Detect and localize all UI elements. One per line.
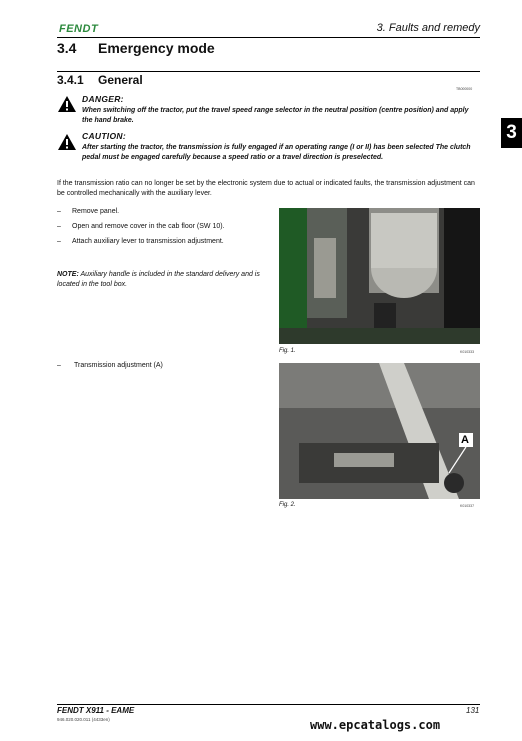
figure-2-caption: Fig. 2. [279, 502, 296, 508]
heading2-title: General [98, 73, 143, 87]
figure-1-photo [279, 208, 480, 344]
figure-1-ref: K010333 [460, 350, 475, 354]
watermark: www.epcatalogs.com [310, 718, 441, 732]
header-rule [57, 37, 480, 38]
header-section-title: 3. Faults and remedy [376, 22, 480, 34]
heading1-title: Emergency mode [98, 40, 215, 56]
danger-text: When switching off the tractor, put the travel speed range selector in the neutral position (centre position) and apply the hand brake. [82, 107, 469, 124]
footer-rule [57, 704, 480, 705]
step-transmission-adjustment: Transmission adjustment (A) [74, 362, 163, 369]
svg-text:FENDT: FENDT [59, 23, 99, 34]
danger-title: DANGER: [82, 94, 124, 104]
intro-paragraph: If the transmission ratio can no longer be set by the electronic system due to actual or indicated faults, the transmission adjustment can be controlled mechanically with the auxiliary lever. [57, 180, 475, 197]
footer-reference: 946.020.020.011 (4433en) [57, 717, 110, 722]
warning-triangle-icon [57, 133, 77, 151]
note-text: Auxiliary handle is included in the standard delivery and is located in the tool box. [57, 271, 260, 288]
note [57, 270, 262, 290]
caution-text: After starting the tractor, the transmission is fully engaged if an operating range (I or II) has been selected The clutch pedal must be engaged carefully because a speed ratio or a travel direction is preselected. [82, 144, 471, 161]
page-number: 131 [466, 706, 480, 715]
heading1-number: 3.4 [57, 40, 77, 56]
footer-title: FENDT X911 - EAME [57, 706, 135, 715]
fendt-logo [58, 21, 108, 33]
list-item: – Open and remove cover in the cab floor (SW 10). [57, 223, 225, 230]
list-item: – Remove panel. [57, 208, 120, 215]
heading2-number: 3.4.1 [57, 73, 84, 87]
list-item: – Transmission adjustment (A) [57, 362, 163, 369]
list-item: – Attach auxiliary lever to transmission adjustment. [57, 238, 224, 245]
figure-2-ref: K010337 [460, 504, 475, 508]
steps-list [57, 207, 262, 252]
warning-triangle-icon [57, 95, 77, 113]
heading2-rule [57, 71, 480, 72]
figure-1-caption: Fig. 1. [279, 348, 296, 354]
chapter-tab: 3 [501, 118, 522, 148]
small-reference: TB000000 [456, 87, 473, 91]
caution-title: CAUTION: [82, 131, 126, 141]
callout-a: A [461, 434, 469, 446]
figure-2-photo [279, 363, 480, 499]
note-label: NOTE: [57, 271, 79, 278]
